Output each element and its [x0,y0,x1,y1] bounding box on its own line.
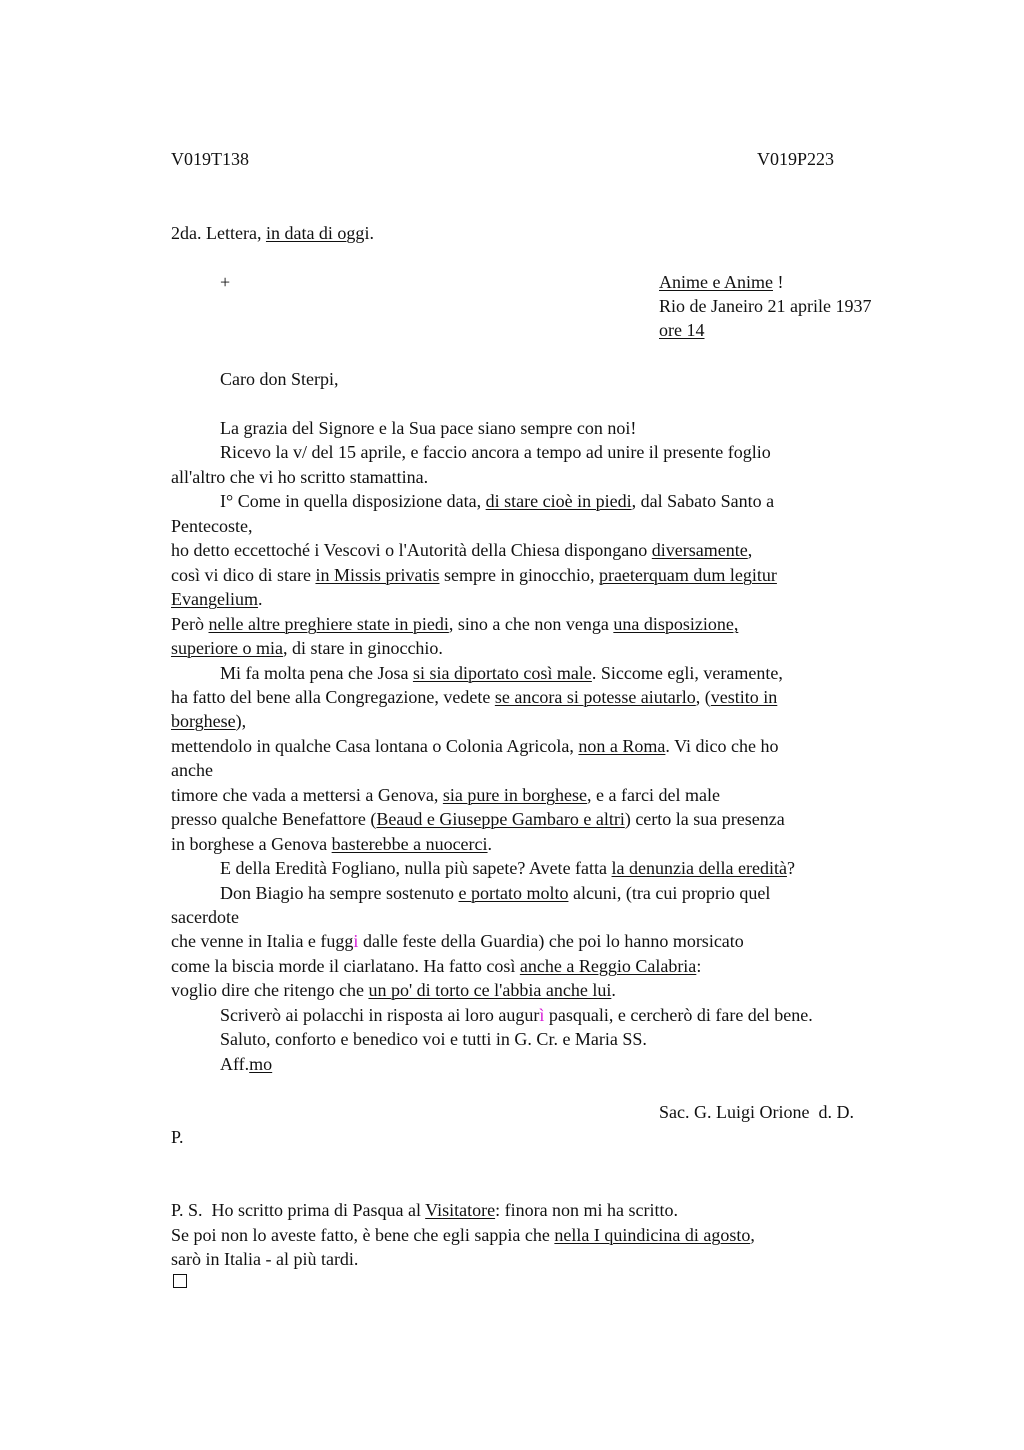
text-segment: La grazia del Signore e la Sua pace siano sempre con noi! [220,418,637,438]
postscript-line [171,1198,678,1222]
text-segment: : finora non mi ha scritto. [495,1200,679,1220]
body-line [171,758,213,782]
text-segment: in borghese a Genova [171,834,332,854]
text-segment: Saluto, conforto e benedico voi e tutti in G. Cr. e Maria SS. [220,1029,647,1049]
text-segment: timore che vada a mettersi a Genova, [171,785,443,805]
heading-place-date: Rio de Janeiro 21 aprile 1937 [659,296,872,316]
body-line [171,954,701,978]
text-segment: P. S. Ho scritto prima di Pasqua al [171,1200,426,1220]
text-segment: sempre in ginocchio, [439,565,599,585]
closing-line [220,1052,272,1076]
text-segment: sia pure in borghese [442,785,588,805]
text-segment: in data di ogg [265,223,365,243]
body-line [171,905,239,929]
text-segment: Mi fa molta pena che Josa [220,663,413,683]
text-segment: ), [235,711,247,731]
text-segment: nelle altre preghiere state in piedi [208,614,449,634]
text-segment: pasquali, e cercherò di fare del bene. [544,1005,813,1025]
body-line [171,734,778,758]
body-line [171,514,252,538]
text-segment: . Siccome egli, veramente, [591,663,783,683]
text-segment: si sia diportato così male [412,663,592,683]
text-segment: : [696,956,702,976]
text-segment: anche [171,760,213,780]
text-segment: ) certo la sua presenza [624,809,785,829]
text-segment: anche a Reggio Calabria [519,956,697,976]
text-segment: presso qualche Benefattore ( [171,809,377,829]
text-segment: Evangelium [171,589,258,609]
body-line [171,929,744,953]
text-segment: se ancora si potesse aiutarlo [494,687,696,707]
document-code-left: V019T138 [171,149,249,169]
text-segment: e portato molto [458,883,569,903]
signature-p: P. [171,1127,184,1147]
section-mark: I° [220,491,234,511]
text-segment: Pentecoste, [171,516,253,536]
text-segment: così vi dico di stare [171,565,316,585]
text-segment: . Vi dico che ho [665,736,779,756]
body-line [171,636,443,660]
body-line [220,661,783,685]
text-segment: Ricevo la v/ del 15 aprile, e faccio ancora a tempo ad unire il presente foglio [220,442,771,462]
text-segment: nella I quindicina di agosto [554,1225,751,1245]
text-segment: mo [249,1054,273,1074]
text-segment: E della Eredità Fogliano, nulla più sapete? Avete fatta [220,858,612,878]
text-segment: Anime e Anime [659,272,773,292]
document-code-right: V019P223 [757,149,835,169]
text-segment: ha fatto del bene alla Congregazione, vedete [171,687,495,707]
text-segment: ho detto eccettoché i Vescovi o l'Autorità della Chiesa dispongano [171,540,652,560]
letter-note [171,221,374,245]
text-segment: , [750,1225,755,1245]
text-segment: 2da. Lettera, [171,223,266,243]
body-line [171,587,262,611]
body-line [220,416,636,440]
body-line [220,1003,813,1027]
text-segment: che venne in Italia e fugg [171,931,354,951]
body-line [171,685,777,709]
body-line [220,440,771,464]
text-segment: praeterquam dum legitur [598,565,777,585]
text-segment: in Missis privatis [315,565,440,585]
text-segment: diversamente [651,540,748,560]
body-line [220,489,774,513]
body-line [171,783,720,807]
text-segment: . [487,834,493,854]
postscript-line [171,1223,755,1247]
text-segment: ì [539,1005,545,1025]
text-segment: sarò in Italia - al più tardi. [171,1249,359,1269]
text-segment: la denunzia della eredità [611,858,787,878]
heading-motto [659,270,783,294]
body-line [171,832,492,856]
signature: Sac. G. Luigi Orione d. D. [659,1102,854,1122]
body-line [171,978,616,1002]
text-segment: Se poi non lo aveste fatto, è bene che egli sappia che [171,1225,555,1245]
text-segment: sacerdote [171,907,239,927]
text-segment: Scriverò ai polacchi in risposta ai loro augur [220,1005,540,1025]
text-segment: come la biscia morde il ciarlatano. Ha fatto così [171,956,520,976]
body-line [220,881,770,905]
text-segment: di stare cioè in piedi [485,491,632,511]
text-segment: ! [772,272,784,292]
text-segment: basterebbe a nuocerci [331,834,488,854]
body-line [171,563,777,587]
end-box-icon [173,1274,187,1288]
body-line [171,538,752,562]
body-line [171,612,738,636]
body-line [171,465,428,489]
body-line [220,1027,647,1051]
text-segment: , ( [695,687,711,707]
text-segment: vestito in [710,687,778,707]
text-segment: non a Roma [578,736,666,756]
text-segment: , di stare in ginocchio. [282,638,443,658]
text-segment: Aff. [220,1054,250,1074]
text-segment: voglio dire che ritengo che [171,980,369,1000]
text-segment: all'altro che vi ho scritto stamattina. [171,467,429,487]
body-line [171,709,246,733]
text-segment: i. [364,223,374,243]
text-segment: . [611,980,616,1000]
text-segment: Don Biagio ha sempre sostenuto [220,883,459,903]
text-segment: , e a farci del male [587,785,720,805]
heading-time: ore 14 [659,320,705,340]
body-line [220,856,795,880]
text-segment: . [257,589,263,609]
text-segment: , [747,540,753,560]
text-segment: Come in quella disposizione data, [237,491,486,511]
text-segment: i [353,931,359,951]
body-line [171,807,785,831]
cross-mark: + [220,272,231,292]
salutation: Caro don Sterpi, [220,369,339,389]
text-segment: Visitatore [425,1200,496,1220]
text-segment: borghese [171,711,236,731]
text-segment: alcuni, (tra cui proprio quel [568,883,771,903]
text-segment: Beaud e Giuseppe Gambaro e altri [376,809,625,829]
text-segment: ? [786,858,795,878]
text-segment: una disposizione, [613,614,739,634]
text-segment: un po' di torto ce l'abbia anche lui [368,980,612,1000]
text-segment: , dal Sabato Santo a [631,491,775,511]
text-segment: , sino a che non venga [448,614,614,634]
text-segment: dalle feste della Guardia) che poi lo hanno morsicato [358,931,744,951]
postscript-line [171,1247,358,1271]
text-segment: Però [171,614,209,634]
text-segment: superiore o mia [171,638,283,658]
text-segment: mettendolo in qualche Casa lontana o Colonia Agricola, [171,736,579,756]
